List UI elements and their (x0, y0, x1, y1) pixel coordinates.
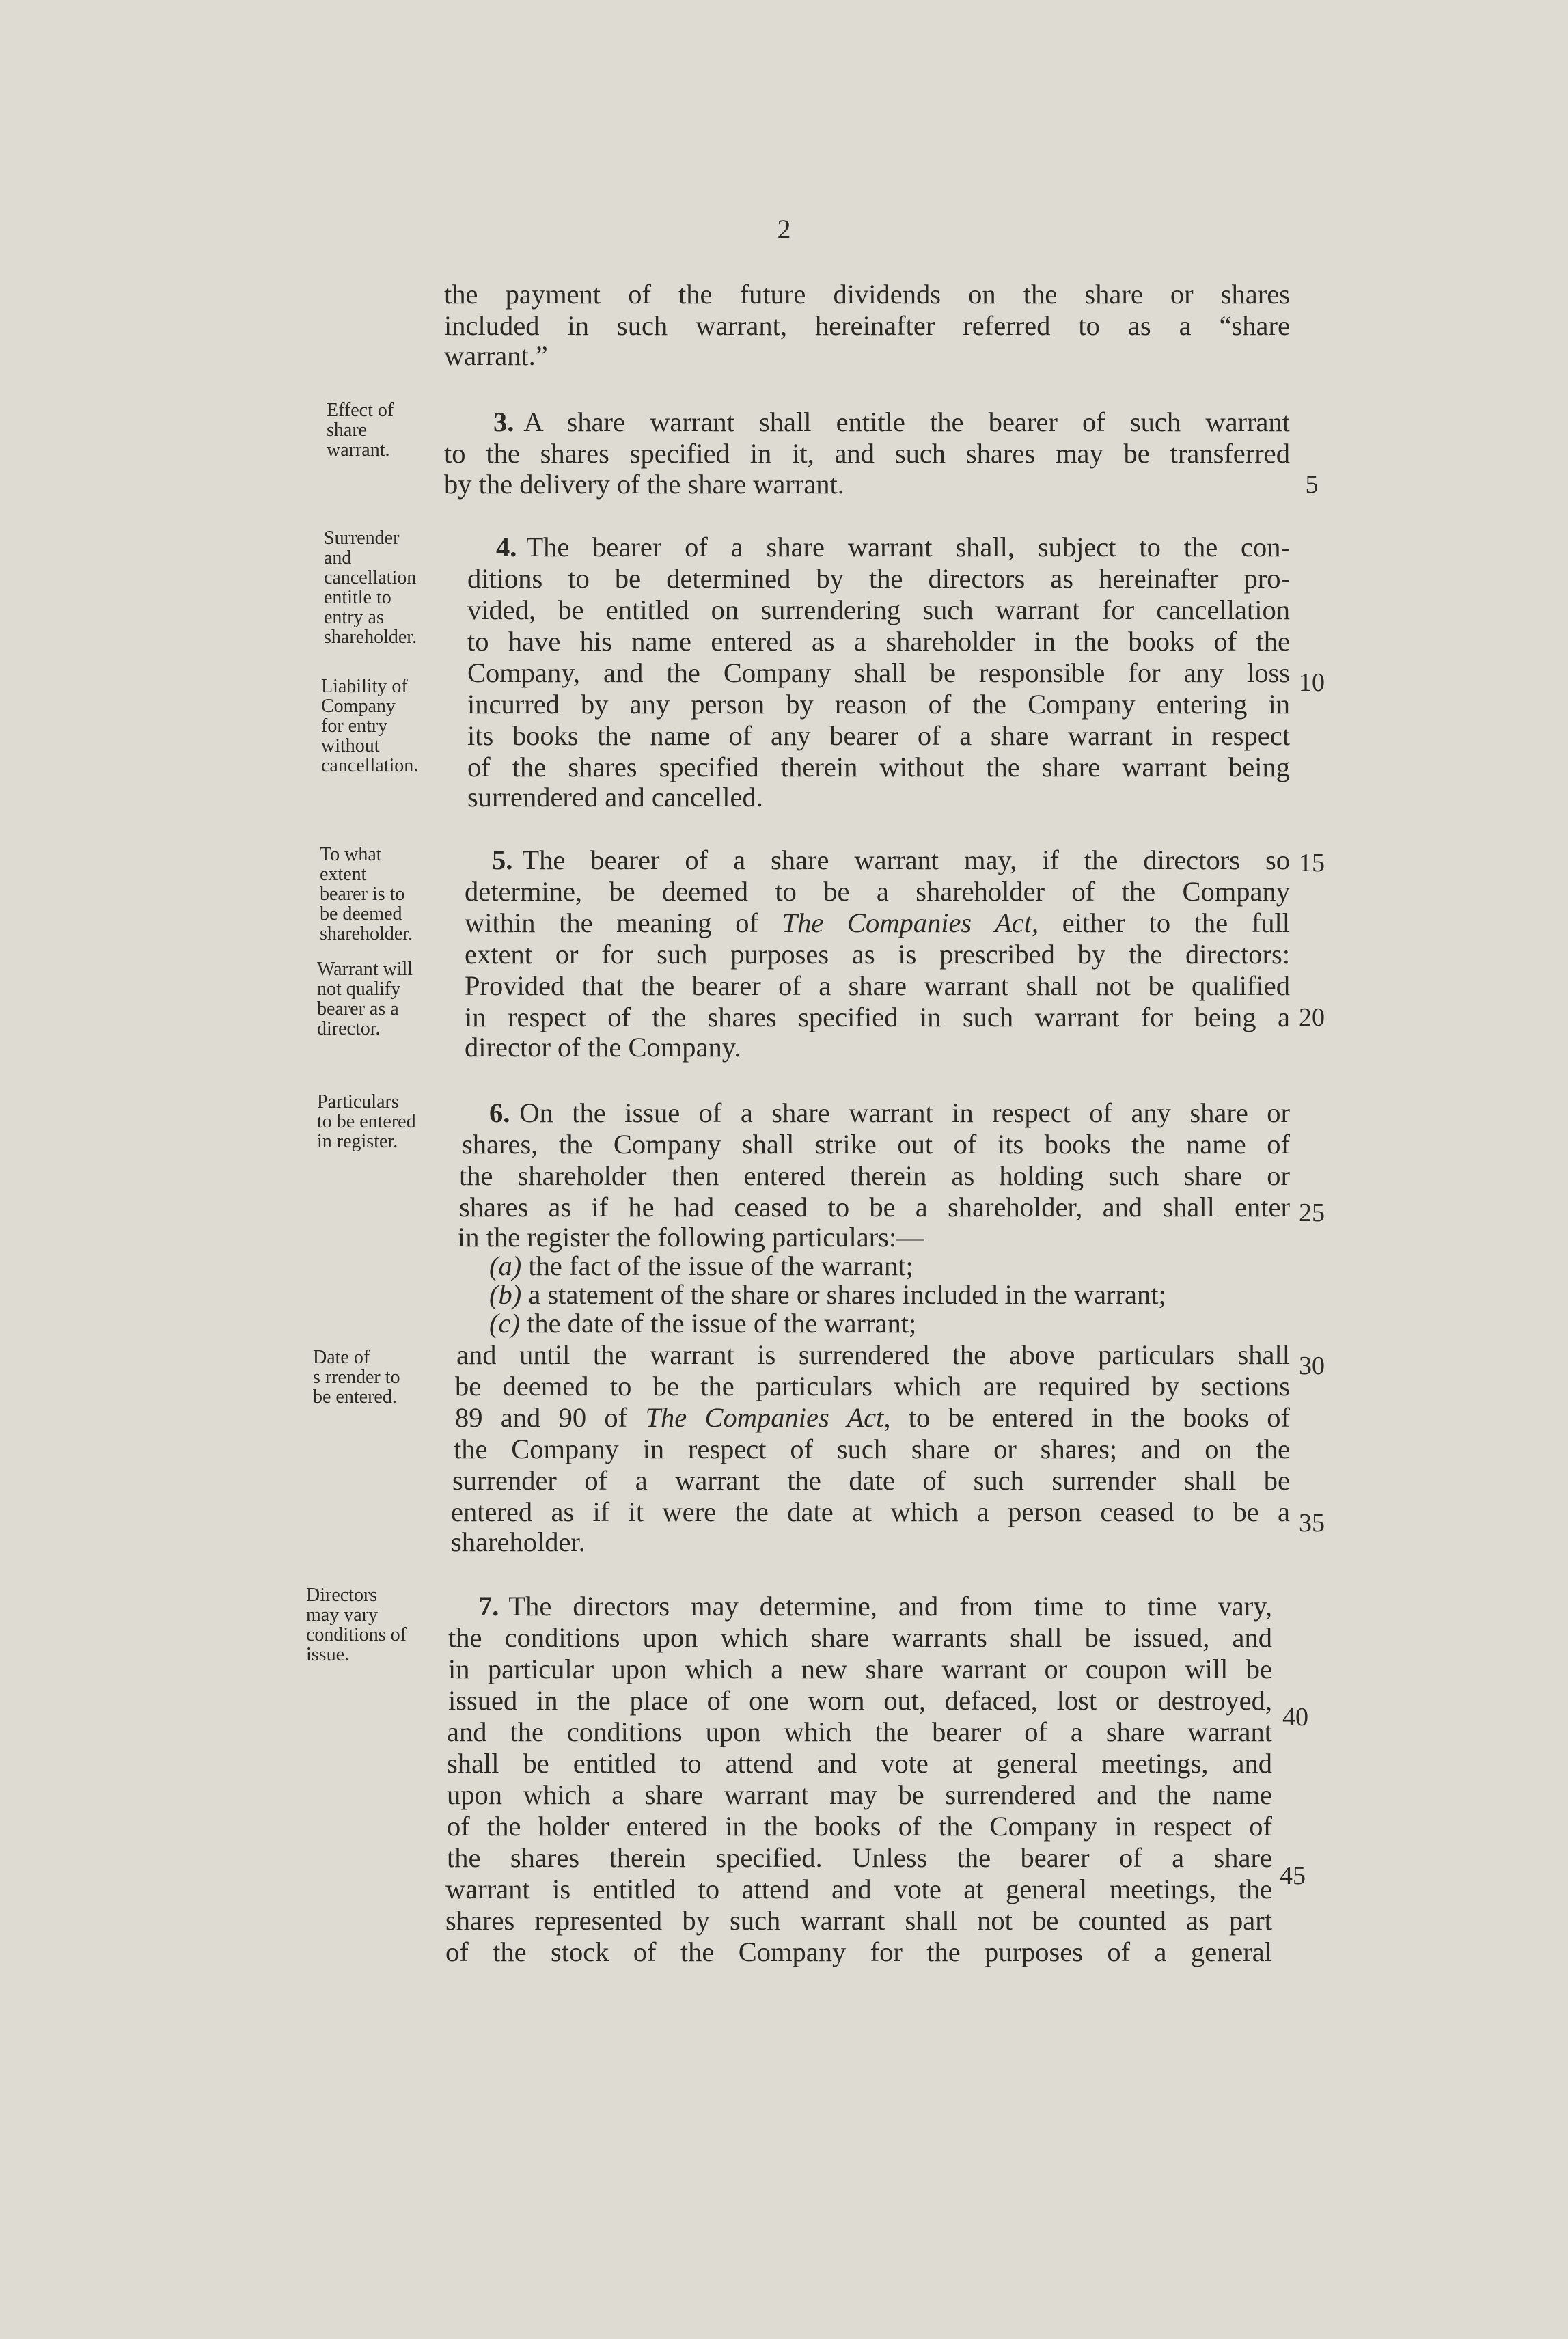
body-line: the shares therein specified. Unless the bearer of a share (447, 1842, 1272, 1873)
body-line: shall be entitled to attend and vote at general meetings, and (447, 1748, 1272, 1779)
line-number: 45 (1280, 1861, 1306, 1890)
body-line: in respect of the shares specified in such warrant for being a (465, 1002, 1290, 1032)
body-line: to have his name entered as a shareholder in the books of the (467, 626, 1290, 657)
body-line: and until the warrant is surrendered the above particulars shall (456, 1339, 1290, 1370)
list-item: (b) a statement of the share or shares included in the warrant; (489, 1279, 1166, 1310)
line-number: 25 (1299, 1199, 1325, 1227)
margin-note: Date of s rrender to be entered. (313, 1347, 400, 1408)
line-number: 40 (1282, 1703, 1308, 1732)
section-number: 7. (478, 1591, 499, 1622)
body-line: shares represented by such warrant shall not be counted as part (445, 1905, 1272, 1936)
body-line: Company, and the Company shall be responsible for any loss (467, 657, 1290, 688)
body-line: director of the Company. (465, 1032, 741, 1063)
body-line: by the delivery of the share warrant. (444, 469, 844, 500)
body-line: be deemed to be the particulars which are required by sections (455, 1371, 1290, 1401)
body-line: 5. The bearer of a share warrant may, if the directors so (492, 845, 1290, 875)
page-number: 2 (777, 214, 791, 245)
line-number: 20 (1299, 1003, 1325, 1032)
section-number: 6. (489, 1097, 510, 1128)
line-number: 5 (1305, 470, 1319, 499)
body-line: issued in the place of one worn out, defaced, lost or destroyed, (448, 1685, 1272, 1716)
body-line: of the stock of the Company for the purposes of a general (445, 1937, 1272, 1967)
margin-note: Effect of share warrant. (327, 400, 394, 461)
margin-note: Liability of Company for entry without cancellation. (321, 676, 419, 776)
body-line: incurred by any person by reason of the Company entering in (467, 689, 1290, 720)
body-line: 4. The bearer of a share warrant shall, subject to the con- (496, 532, 1290, 562)
body-line: determine, be deemed to be a shareholder of the Company (465, 876, 1290, 907)
margin-note: To what extent bearer is to be deemed shareholder. (320, 844, 413, 944)
body-line: its books the name of any bearer of a share warrant in respect (467, 720, 1290, 751)
line-number: 35 (1299, 1509, 1325, 1537)
body-line: shares, the Company shall strike out of its books the name of (462, 1129, 1290, 1160)
margin-note: Directors may vary conditions of issue. (306, 1585, 407, 1665)
body-line: in the register the following particulars:— (458, 1222, 924, 1253)
line-number: 10 (1299, 668, 1325, 697)
body-line: warrant.” (444, 340, 548, 371)
body-line: vided, be entitled on surrendering such warrant for cancellation (467, 594, 1290, 625)
body-line: in particular upon which a new share warrant or coupon will be (448, 1654, 1272, 1684)
list-item: (a) the fact of the issue of the warrant; (489, 1250, 913, 1281)
list-item: (c) the date of the issue of the warrant; (489, 1308, 917, 1339)
body-line: 7. The directors may determine, and from time to time vary, (478, 1591, 1272, 1622)
body-line: within the meaning of The Companies Act, either to the full (465, 907, 1290, 938)
section-number: 4. (496, 532, 517, 562)
body-line: shares as if he had ceased to be a shareholder, and shall enter (459, 1192, 1290, 1222)
body-line: 89 and 90 of The Companies Act, to be entered in the books of (455, 1402, 1290, 1433)
body-line: upon which a share warrant may be surrendered and the name (447, 1779, 1272, 1810)
line-number: 15 (1299, 849, 1325, 877)
body-line: ditions to be determined by the directors as hereinafter pro- (467, 563, 1290, 594)
body-line: of the holder entered in the books of the Company in respect of (447, 1811, 1272, 1842)
body-line: extent or for such purposes as is prescribed by the directors: (465, 939, 1290, 970)
body-line: included in such warrant, hereinafter referred to as a “share (444, 310, 1290, 341)
body-line: 3. A share warrant shall entitle the bearer of such warrant (493, 407, 1290, 437)
margin-note: Particulars to be entered in register. (317, 1091, 416, 1152)
section-number: 3. (493, 407, 514, 437)
body-line: entered as if it were the date at which a person ceased to be a (451, 1496, 1290, 1527)
body-line: surrendered and cancelled. (467, 782, 763, 812)
body-line: and the conditions upon which the bearer of a share warrant (447, 1716, 1272, 1747)
body-line: 6. On the issue of a share warrant in respect of any share or (489, 1097, 1290, 1128)
margin-note: Warrant will not qualify bearer as a director. (317, 959, 413, 1039)
margin-note: Surrender and cancellation entitle to entry as shareholder. (324, 528, 417, 648)
body-line: of the shares specified therein without the share warrant being (467, 752, 1290, 782)
body-line: the payment of the future dividends on the share or shares (444, 279, 1290, 310)
body-line: surrender of a warrant the date of such surrender shall be (452, 1465, 1290, 1496)
body-line: the Company in respect of such share or shares; and on the (454, 1434, 1290, 1464)
body-line: the shareholder then entered therein as holding such share or (459, 1160, 1290, 1191)
body-line: to the shares specified in it, and such shares may be transferred (444, 438, 1290, 469)
body-line: shareholder. (451, 1527, 586, 1557)
line-number: 30 (1299, 1352, 1325, 1380)
body-line: warrant is entitled to attend and vote at general meetings, the (445, 1874, 1272, 1904)
body-line: Provided that the bearer of a share warrant shall not be qualified (465, 970, 1290, 1001)
body-line: the conditions upon which share warrants shall be issued, and (448, 1622, 1272, 1653)
section-number: 5. (492, 845, 513, 875)
